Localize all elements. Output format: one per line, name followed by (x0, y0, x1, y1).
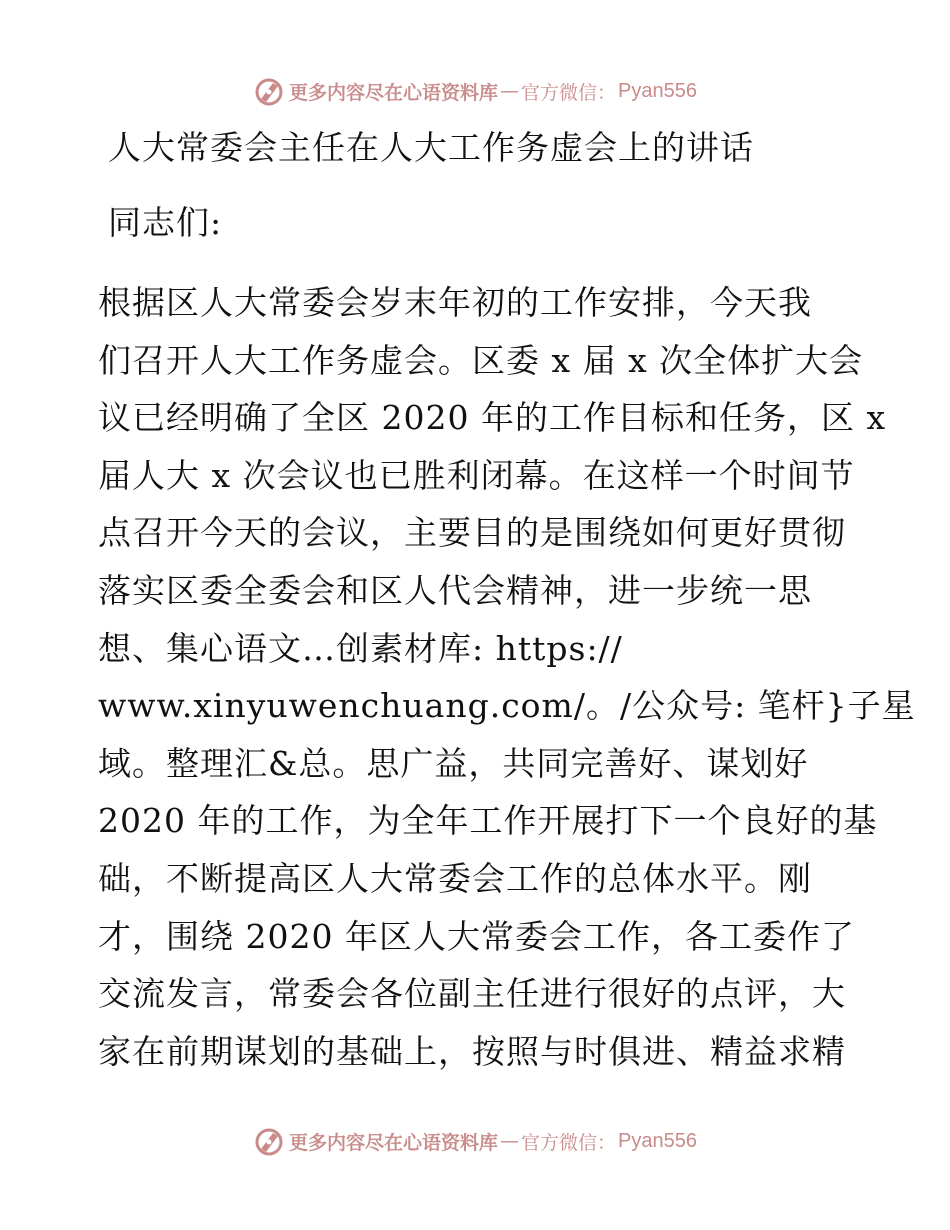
watermark-contact-label: 官方微信： (521, 1131, 617, 1154)
greeting: 同志们: (108, 203, 223, 242)
watermark-brand-text: 更多内容尽在心语资料库 (289, 1131, 499, 1154)
body-line: 才，围绕 2020 年区人大常委会工作，各工委作了 (98, 916, 855, 956)
body-line: www.xinyuwenchuang.com/。/公众号: 笔杆}子星 (98, 686, 916, 726)
body-line: 域。整理汇&总。思广益，共同完善好、谋划好 (98, 743, 809, 783)
watermark-contact-label: 官方微信： (521, 81, 617, 104)
header-watermark (0, 74, 950, 108)
body-line: 家在前期谋划的基础上，按照与时俱进、精益求精 (98, 1031, 846, 1071)
watermark-brand-text: 更多内容尽在心语资料库 (289, 81, 499, 104)
document-title: 人大常委会主任在人大工作务虚会上的讲话 (108, 128, 754, 167)
pen-nib-logo-icon (253, 75, 285, 107)
body-line: 议已经明确了全区 2020 年的工作目标和任务，区 x (98, 398, 887, 438)
watermark-contact-id: Pyan556 (618, 1129, 697, 1152)
body-line: 础，不断提高区人大常委会工作的总体水平。刚 (98, 858, 812, 898)
body-line: 届人大 x 次会议也已胜利闭幕。在这样一个时间节 (98, 455, 855, 495)
body-line: 们召开人大工作务虚会。区委 x 届 x 次全体扩大会 (98, 340, 864, 380)
footer-watermark (0, 1124, 950, 1158)
watermark-separator: — (500, 80, 520, 102)
body-line: 点召开今天的会议，主要目的是围绕如何更好贯彻 (98, 513, 846, 553)
body-line: 想、集心语文…创素材库: https:// (98, 628, 623, 668)
body-line: 2020 年的工作，为全年工作开展打下一个良好的基 (98, 801, 878, 841)
body-line: 根据区人大常委会岁末年初的工作安排，今天我 (98, 283, 812, 322)
body-line: 落实区委全委会和区人代会精神，进一步统一思 (98, 570, 812, 610)
watermark-contact-id: Pyan556 (618, 79, 697, 102)
body-line: 交流发言，常委会各位副主任进行很好的点评，大 (98, 974, 846, 1014)
pen-nib-logo-icon (253, 1125, 285, 1157)
body-paragraph (98, 274, 916, 1080)
watermark-separator: — (500, 1130, 520, 1152)
